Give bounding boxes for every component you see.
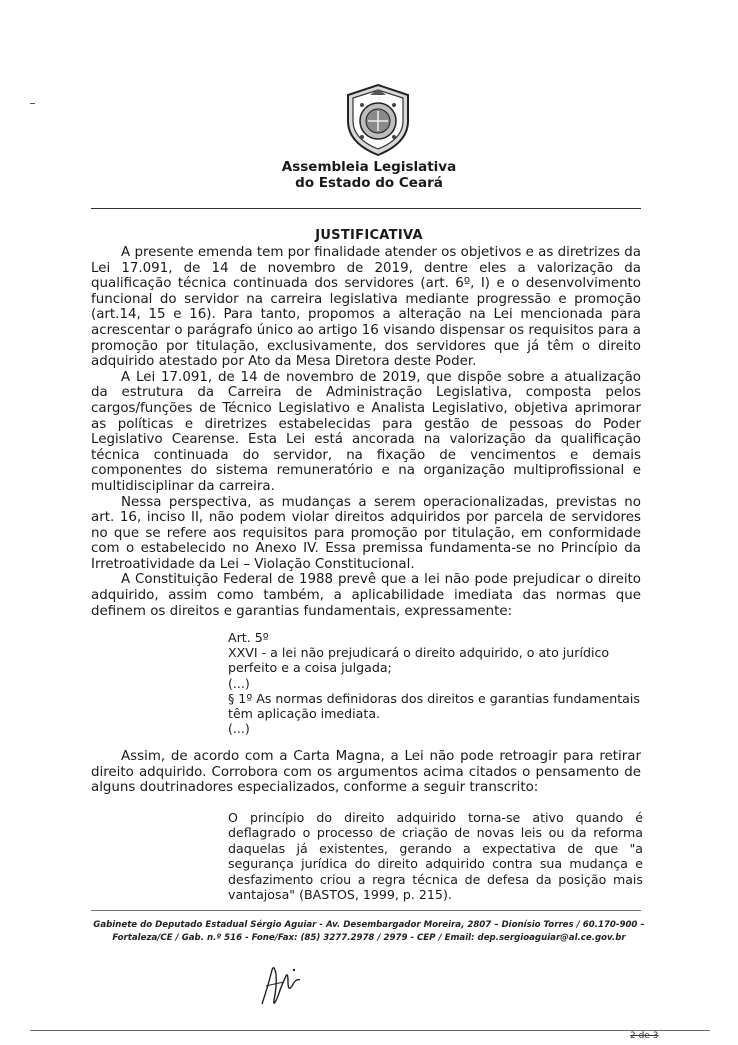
quote-article: Art. 5º bbox=[228, 630, 269, 645]
margin-mark bbox=[30, 103, 35, 104]
page-bottom-divider bbox=[30, 1030, 710, 1031]
conclusion-paragraph-block bbox=[91, 749, 641, 796]
page-number: 2 de 3 bbox=[630, 1031, 659, 1041]
header-divider bbox=[91, 208, 641, 209]
org-name-line1: Assembleia Legislativa bbox=[281, 159, 457, 175]
paragraph-2: A Lei 17.091, de 14 de novembro de 2019, que dispõe sobre a atualização da estrutura da Carreira de Administração Legislativa, composta pelos cargos/funções de Técnico Legislativo e Analista Legislativo, objetiva aprimorar as políticas e diretrizes estabelecidas para gestão de pessoas do Poder Legislativo Cearense. Esta Lei está ancorada na valorização da qualificação técnica continuada do servidor, na fixação de vencimentos e demais componentes do sistema remuneratório e na organização multiprofissional e multidisciplinar da carreira. bbox=[91, 369, 641, 494]
state-coat-of-arms-icon bbox=[342, 83, 414, 157]
paragraph-3: Nessa perspectiva, as mudanças a serem operacionalizadas, previstas no art. 16, inciso II, não podem violar direitos adquiridos por parcela de servidores no que se refere aos requisitos para promoção por titulação, em conformidade com o estabelecido no Anexo IV. Essa premissa fundamenta-se no Princípio da Irretroatividade da Lei – Violação Constitucional. bbox=[91, 494, 641, 572]
paragraph-4: A Constituição Federal de 1988 prevê que a lei não pode prejudicar o direito adquirido, assim como também, a aplicabilidade imediata das normas que definem os direitos e garantias fundamentais, expressamente: bbox=[91, 572, 641, 619]
org-name-line2: do Estado do Ceará bbox=[295, 175, 443, 191]
quote-ellipsis-2: (...) bbox=[228, 721, 250, 737]
constitution-quote bbox=[228, 630, 643, 736]
quote-paragraph: § 1º As normas definidoras dos direitos e garantias fundamentais têm aplicação imediata. bbox=[228, 690, 640, 722]
footer-address-line2: Fortaleza/CE / Gab. n.º 516 - Fone/Fax: (85) 3277.2978 / 2979 - CEP / Email: dep.sergioaguiar@al.ce.gov.br bbox=[112, 933, 626, 943]
quote-inciso: XXVI - a lei não prejudicará o direito adquirido, o ato jurídico perfeito e a coisa julgada; bbox=[228, 645, 610, 676]
quote-ellipsis-1: (...) bbox=[228, 675, 250, 691]
paragraph-5: Assim, de acordo com a Carta Magna, a Lei não pode retroagir para retirar direito adquirido. Corrobora com os argumentos acima citados o pensamento de alguns doutrinadores especializados, conforme a seguir transcrito: bbox=[91, 749, 641, 796]
footer-divider bbox=[91, 910, 641, 911]
handwritten-signature bbox=[250, 956, 310, 1016]
footer-address-line1: Gabinete do Deputado Estadual Sérgio Aguiar - Av. Desembargador Moreira, 2807 – Dionísio Torres / 60.170-900 – bbox=[93, 920, 645, 930]
document-title: JUSTIFICATIVA bbox=[315, 228, 423, 243]
body-paragraphs bbox=[91, 245, 641, 619]
doctrine-quote: O princípio do direito adquirido torna-se ativo quando é deflagrado o processo de criação de novas leis ou da reforma daquelas já existentes, gerando a expectativa de que "a segurança jurídica do direito adquirido contra sua mudança e desfazimento criou a regra técnica de defesa da posição mais vantajosa" (BASTOS, 1999, p. 215). bbox=[228, 810, 643, 903]
paragraph-1: A presente emenda tem por finalidade atender os objetivos e as diretrizes da Lei 17.091, de 14 de novembro de 2019, dentre eles a valorização da qualificação técnica continuada dos servidores (art. 6º, I) e o desenvolvimento funcional do servidor na carreira legislativa mediante progressão e promoção (art.14, 15 e 16). Para tanto, propomos a alteração na Lei mencionada para acrescentar o parágrafo único ao artigo 16 visando dispensar os requisitos para a promoção por titulação, exclusivamente, dos servidores que já têm o direito adquirido atestado por Ato da Mesa Diretora deste Poder. bbox=[91, 245, 641, 370]
